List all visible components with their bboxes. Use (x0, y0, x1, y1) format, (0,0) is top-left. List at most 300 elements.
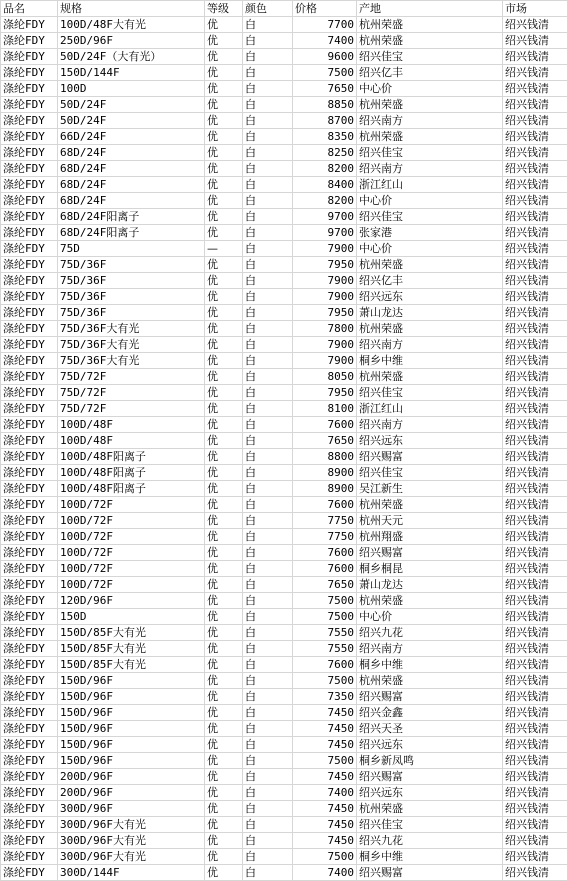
spec-cell[interactable]: 75D/36F大有光 (58, 353, 205, 369)
price-cell[interactable]: 8850 (293, 97, 357, 113)
market-cell[interactable]: 绍兴钱清 (503, 369, 568, 385)
product-cell[interactable]: 涤纶FDY (1, 449, 58, 465)
product-cell[interactable]: 涤纶FDY (1, 577, 58, 593)
market-cell[interactable]: 绍兴钱清 (503, 401, 568, 417)
product-cell[interactable]: 涤纶FDY (1, 241, 58, 257)
origin-cell[interactable]: 绍兴赐富 (357, 449, 503, 465)
color-cell[interactable]: 白 (243, 705, 293, 721)
spec-cell[interactable]: 100D (58, 81, 205, 97)
product-cell[interactable]: 涤纶FDY (1, 561, 58, 577)
market-cell[interactable]: 绍兴钱清 (503, 49, 568, 65)
spec-cell[interactable]: 300D/96F大有光 (58, 833, 205, 849)
grade-cell[interactable]: 优 (205, 641, 243, 657)
spec-cell[interactable]: 75D/36F (58, 273, 205, 289)
grade-cell[interactable]: 优 (205, 593, 243, 609)
origin-cell[interactable]: 绍兴金鑫 (357, 705, 503, 721)
origin-cell[interactable]: 绍兴远东 (357, 737, 503, 753)
product-cell[interactable]: 涤纶FDY (1, 545, 58, 561)
color-cell[interactable]: 白 (243, 81, 293, 97)
spec-cell[interactable]: 150D/96F (58, 689, 205, 705)
origin-cell[interactable]: 绍兴佳宝 (357, 209, 503, 225)
market-cell[interactable]: 绍兴钱清 (503, 721, 568, 737)
grade-cell[interactable]: 优 (205, 513, 243, 529)
grade-cell[interactable]: 优 (205, 625, 243, 641)
market-cell[interactable]: 绍兴钱清 (503, 145, 568, 161)
color-cell[interactable]: 白 (243, 209, 293, 225)
market-cell[interactable]: 绍兴钱清 (503, 481, 568, 497)
origin-cell[interactable]: 绍兴南方 (357, 337, 503, 353)
product-cell[interactable]: 涤纶FDY (1, 865, 58, 881)
color-cell[interactable]: 白 (243, 513, 293, 529)
spec-cell[interactable]: 100D/48F大有光 (58, 17, 205, 33)
color-cell[interactable]: 白 (243, 865, 293, 881)
origin-cell[interactable]: 绍兴佳宝 (357, 145, 503, 161)
product-cell[interactable]: 涤纶FDY (1, 481, 58, 497)
price-cell[interactable]: 7950 (293, 385, 357, 401)
spec-cell[interactable]: 75D/72F (58, 385, 205, 401)
grade-cell[interactable]: 优 (205, 545, 243, 561)
product-cell[interactable]: 涤纶FDY (1, 81, 58, 97)
spec-cell[interactable]: 150D/85F大有光 (58, 625, 205, 641)
color-cell[interactable]: 白 (243, 33, 293, 49)
origin-cell[interactable]: 绍兴佳宝 (357, 465, 503, 481)
origin-cell[interactable]: 浙江红山 (357, 177, 503, 193)
grade-cell[interactable]: 优 (205, 81, 243, 97)
color-cell[interactable]: 白 (243, 241, 293, 257)
spec-cell[interactable]: 150D/96F (58, 737, 205, 753)
origin-cell[interactable]: 杭州天元 (357, 513, 503, 529)
origin-cell[interactable]: 杭州翔盛 (357, 529, 503, 545)
market-cell[interactable]: 绍兴钱清 (503, 97, 568, 113)
origin-cell[interactable]: 杭州荣盛 (357, 321, 503, 337)
color-cell[interactable]: 白 (243, 337, 293, 353)
spec-cell[interactable]: 200D/96F (58, 769, 205, 785)
market-cell[interactable]: 绍兴钱清 (503, 833, 568, 849)
header-market[interactable]: 市场 (503, 1, 568, 17)
price-cell[interactable]: 8250 (293, 145, 357, 161)
product-cell[interactable]: 涤纶FDY (1, 417, 58, 433)
color-cell[interactable]: 白 (243, 609, 293, 625)
grade-cell[interactable]: 优 (205, 577, 243, 593)
color-cell[interactable]: 白 (243, 225, 293, 241)
product-cell[interactable]: 涤纶FDY (1, 817, 58, 833)
origin-cell[interactable]: 桐乡新凤鸣 (357, 753, 503, 769)
origin-cell[interactable]: 杭州荣盛 (357, 497, 503, 513)
grade-cell[interactable]: 优 (205, 833, 243, 849)
product-cell[interactable]: 涤纶FDY (1, 833, 58, 849)
price-cell[interactable]: 7450 (293, 737, 357, 753)
origin-cell[interactable]: 绍兴南方 (357, 113, 503, 129)
spec-cell[interactable]: 300D/96F大有光 (58, 817, 205, 833)
price-cell[interactable]: 8350 (293, 129, 357, 145)
price-cell[interactable]: 7600 (293, 561, 357, 577)
price-cell[interactable]: 7450 (293, 801, 357, 817)
product-cell[interactable]: 涤纶FDY (1, 65, 58, 81)
price-cell[interactable]: 7600 (293, 657, 357, 673)
product-cell[interactable]: 涤纶FDY (1, 465, 58, 481)
origin-cell[interactable]: 绍兴南方 (357, 161, 503, 177)
market-cell[interactable]: 绍兴钱清 (503, 433, 568, 449)
market-cell[interactable]: 绍兴钱清 (503, 241, 568, 257)
grade-cell[interactable]: 优 (205, 97, 243, 113)
color-cell[interactable]: 白 (243, 401, 293, 417)
origin-cell[interactable]: 杭州荣盛 (357, 257, 503, 273)
grade-cell[interactable]: 优 (205, 209, 243, 225)
spec-cell[interactable]: 75D/72F (58, 401, 205, 417)
grade-cell[interactable]: 优 (205, 673, 243, 689)
grade-cell[interactable]: 优 (205, 177, 243, 193)
market-cell[interactable]: 绍兴钱清 (503, 65, 568, 81)
market-cell[interactable]: 绍兴钱清 (503, 161, 568, 177)
color-cell[interactable]: 白 (243, 113, 293, 129)
price-cell[interactable]: 7550 (293, 641, 357, 657)
product-cell[interactable]: 涤纶FDY (1, 529, 58, 545)
price-cell[interactable]: 8050 (293, 369, 357, 385)
grade-cell[interactable]: 优 (205, 417, 243, 433)
product-cell[interactable]: 涤纶FDY (1, 257, 58, 273)
market-cell[interactable]: 绍兴钱清 (503, 529, 568, 545)
market-cell[interactable]: 绍兴钱清 (503, 513, 568, 529)
color-cell[interactable]: 白 (243, 769, 293, 785)
color-cell[interactable]: 白 (243, 737, 293, 753)
market-cell[interactable]: 绍兴钱清 (503, 225, 568, 241)
market-cell[interactable]: 绍兴钱清 (503, 769, 568, 785)
product-cell[interactable]: 涤纶FDY (1, 609, 58, 625)
spec-cell[interactable]: 150D (58, 609, 205, 625)
header-price[interactable]: 价格 (293, 1, 357, 17)
color-cell[interactable]: 白 (243, 97, 293, 113)
spec-cell[interactable]: 300D/96F大有光 (58, 849, 205, 865)
origin-cell[interactable]: 绍兴南方 (357, 641, 503, 657)
origin-cell[interactable]: 杭州荣盛 (357, 801, 503, 817)
price-cell[interactable]: 8800 (293, 449, 357, 465)
grade-cell[interactable]: 优 (205, 289, 243, 305)
origin-cell[interactable]: 桐乡中维 (357, 353, 503, 369)
grade-cell[interactable]: 优 (205, 225, 243, 241)
market-cell[interactable]: 绍兴钱清 (503, 657, 568, 673)
price-cell[interactable]: 7500 (293, 593, 357, 609)
origin-cell[interactable]: 杭州荣盛 (357, 129, 503, 145)
grade-cell[interactable]: 优 (205, 529, 243, 545)
origin-cell[interactable]: 中心价 (357, 609, 503, 625)
color-cell[interactable]: 白 (243, 833, 293, 849)
market-cell[interactable]: 绍兴钱清 (503, 817, 568, 833)
origin-cell[interactable]: 中心价 (357, 81, 503, 97)
market-cell[interactable]: 绍兴钱清 (503, 257, 568, 273)
price-cell[interactable]: 7350 (293, 689, 357, 705)
origin-cell[interactable]: 杭州荣盛 (357, 17, 503, 33)
grade-cell[interactable]: 优 (205, 401, 243, 417)
product-cell[interactable]: 涤纶FDY (1, 49, 58, 65)
grade-cell[interactable]: 优 (205, 49, 243, 65)
grade-cell[interactable]: 优 (205, 273, 243, 289)
price-cell[interactable]: 7900 (293, 273, 357, 289)
market-cell[interactable]: 绍兴钱清 (503, 785, 568, 801)
product-cell[interactable]: 涤纶FDY (1, 129, 58, 145)
product-cell[interactable]: 涤纶FDY (1, 337, 58, 353)
market-cell[interactable]: 绍兴钱清 (503, 609, 568, 625)
market-cell[interactable]: 绍兴钱清 (503, 321, 568, 337)
product-cell[interactable]: 涤纶FDY (1, 273, 58, 289)
color-cell[interactable]: 白 (243, 193, 293, 209)
origin-cell[interactable]: 绍兴佳宝 (357, 385, 503, 401)
grade-cell[interactable]: 优 (205, 385, 243, 401)
price-cell[interactable]: 7650 (293, 577, 357, 593)
origin-cell[interactable]: 绍兴远东 (357, 785, 503, 801)
price-cell[interactable]: 7900 (293, 337, 357, 353)
grade-cell[interactable]: 优 (205, 689, 243, 705)
grade-cell[interactable]: 优 (205, 305, 243, 321)
market-cell[interactable]: 绍兴钱清 (503, 737, 568, 753)
color-cell[interactable]: 白 (243, 305, 293, 321)
spec-cell[interactable]: 75D/36F大有光 (58, 337, 205, 353)
price-cell[interactable]: 7600 (293, 545, 357, 561)
color-cell[interactable]: 白 (243, 257, 293, 273)
market-cell[interactable]: 绍兴钱清 (503, 689, 568, 705)
product-cell[interactable]: 涤纶FDY (1, 433, 58, 449)
price-cell[interactable]: 7400 (293, 865, 357, 881)
market-cell[interactable]: 绍兴钱清 (503, 193, 568, 209)
price-cell[interactable]: 7900 (293, 353, 357, 369)
origin-cell[interactable]: 杭州荣盛 (357, 673, 503, 689)
market-cell[interactable]: 绍兴钱清 (503, 305, 568, 321)
product-cell[interactable]: 涤纶FDY (1, 641, 58, 657)
header-spec[interactable]: 规格 (58, 1, 205, 17)
spec-cell[interactable]: 100D/48F阳离子 (58, 481, 205, 497)
grade-cell[interactable]: 优 (205, 145, 243, 161)
origin-cell[interactable]: 中心价 (357, 241, 503, 257)
price-cell[interactable]: 7450 (293, 817, 357, 833)
origin-cell[interactable]: 杭州荣盛 (357, 33, 503, 49)
market-cell[interactable]: 绍兴钱清 (503, 177, 568, 193)
market-cell[interactable]: 绍兴钱清 (503, 673, 568, 689)
price-cell[interactable]: 7500 (293, 673, 357, 689)
origin-cell[interactable]: 绍兴南方 (357, 417, 503, 433)
price-cell[interactable]: 8200 (293, 193, 357, 209)
spec-cell[interactable]: 100D/72F (58, 545, 205, 561)
header-origin[interactable]: 产地 (357, 1, 503, 17)
header-grade[interactable]: 等级 (205, 1, 243, 17)
product-cell[interactable]: 涤纶FDY (1, 177, 58, 193)
color-cell[interactable]: 白 (243, 321, 293, 337)
product-cell[interactable]: 涤纶FDY (1, 193, 58, 209)
color-cell[interactable]: 白 (243, 593, 293, 609)
price-cell[interactable]: 7800 (293, 321, 357, 337)
origin-cell[interactable]: 绍兴佳宝 (357, 817, 503, 833)
grade-cell[interactable]: 优 (205, 737, 243, 753)
origin-cell[interactable]: 绍兴远东 (357, 433, 503, 449)
spec-cell[interactable]: 75D/36F (58, 257, 205, 273)
price-cell[interactable]: 7950 (293, 305, 357, 321)
origin-cell[interactable]: 杭州荣盛 (357, 593, 503, 609)
color-cell[interactable]: 白 (243, 129, 293, 145)
color-cell[interactable]: 白 (243, 417, 293, 433)
product-cell[interactable]: 涤纶FDY (1, 625, 58, 641)
grade-cell[interactable]: 优 (205, 657, 243, 673)
color-cell[interactable]: 白 (243, 577, 293, 593)
product-cell[interactable]: 涤纶FDY (1, 17, 58, 33)
spec-cell[interactable]: 100D/72F (58, 561, 205, 577)
color-cell[interactable]: 白 (243, 801, 293, 817)
grade-cell[interactable]: 优 (205, 561, 243, 577)
market-cell[interactable]: 绍兴钱清 (503, 865, 568, 881)
origin-cell[interactable]: 杭州荣盛 (357, 97, 503, 113)
product-cell[interactable]: 涤纶FDY (1, 33, 58, 49)
spec-cell[interactable]: 100D/48F阳离子 (58, 465, 205, 481)
price-cell[interactable]: 7750 (293, 529, 357, 545)
market-cell[interactable]: 绍兴钱清 (503, 705, 568, 721)
color-cell[interactable]: 白 (243, 289, 293, 305)
market-cell[interactable]: 绍兴钱清 (503, 289, 568, 305)
spec-cell[interactable]: 150D/85F大有光 (58, 641, 205, 657)
color-cell[interactable]: 白 (243, 721, 293, 737)
market-cell[interactable]: 绍兴钱清 (503, 801, 568, 817)
product-cell[interactable]: 涤纶FDY (1, 849, 58, 865)
origin-cell[interactable]: 浙江红山 (357, 401, 503, 417)
spec-cell[interactable]: 250D/96F (58, 33, 205, 49)
grade-cell[interactable]: — (205, 241, 243, 257)
spec-cell[interactable]: 75D/36F大有光 (58, 321, 205, 337)
market-cell[interactable]: 绍兴钱清 (503, 849, 568, 865)
price-cell[interactable]: 7500 (293, 609, 357, 625)
market-cell[interactable]: 绍兴钱清 (503, 353, 568, 369)
product-cell[interactable]: 涤纶FDY (1, 737, 58, 753)
grade-cell[interactable]: 优 (205, 369, 243, 385)
color-cell[interactable]: 白 (243, 753, 293, 769)
price-cell[interactable]: 7450 (293, 705, 357, 721)
price-cell[interactable]: 7600 (293, 497, 357, 513)
price-cell[interactable]: 7450 (293, 721, 357, 737)
grade-cell[interactable]: 优 (205, 849, 243, 865)
color-cell[interactable]: 白 (243, 529, 293, 545)
price-cell[interactable]: 8900 (293, 481, 357, 497)
origin-cell[interactable]: 萧山龙达 (357, 577, 503, 593)
grade-cell[interactable]: 优 (205, 65, 243, 81)
price-cell[interactable]: 7500 (293, 849, 357, 865)
color-cell[interactable]: 白 (243, 177, 293, 193)
spec-cell[interactable]: 100D/72F (58, 513, 205, 529)
grade-cell[interactable]: 优 (205, 817, 243, 833)
market-cell[interactable]: 绍兴钱清 (503, 113, 568, 129)
color-cell[interactable]: 白 (243, 497, 293, 513)
color-cell[interactable]: 白 (243, 657, 293, 673)
spec-cell[interactable]: 68D/24F阳离子 (58, 209, 205, 225)
grade-cell[interactable]: 优 (205, 129, 243, 145)
color-cell[interactable]: 白 (243, 65, 293, 81)
product-cell[interactable]: 涤纶FDY (1, 753, 58, 769)
product-cell[interactable]: 涤纶FDY (1, 769, 58, 785)
color-cell[interactable]: 白 (243, 817, 293, 833)
color-cell[interactable]: 白 (243, 273, 293, 289)
product-cell[interactable]: 涤纶FDY (1, 97, 58, 113)
spec-cell[interactable]: 68D/24F (58, 145, 205, 161)
product-cell[interactable]: 涤纶FDY (1, 161, 58, 177)
product-cell[interactable]: 涤纶FDY (1, 353, 58, 369)
price-cell[interactable]: 8100 (293, 401, 357, 417)
grade-cell[interactable]: 优 (205, 721, 243, 737)
origin-cell[interactable]: 绍兴赐富 (357, 545, 503, 561)
spec-cell[interactable]: 68D/24F (58, 193, 205, 209)
spec-cell[interactable]: 50D/24F (58, 97, 205, 113)
market-cell[interactable]: 绍兴钱清 (503, 577, 568, 593)
market-cell[interactable]: 绍兴钱清 (503, 385, 568, 401)
grade-cell[interactable]: 优 (205, 609, 243, 625)
origin-cell[interactable]: 绍兴远东 (357, 289, 503, 305)
price-cell[interactable]: 9700 (293, 209, 357, 225)
price-cell[interactable]: 8400 (293, 177, 357, 193)
grade-cell[interactable]: 优 (205, 433, 243, 449)
price-cell[interactable]: 7450 (293, 769, 357, 785)
price-cell[interactable]: 7550 (293, 625, 357, 641)
spec-cell[interactable]: 100D/48F阳离子 (58, 449, 205, 465)
product-cell[interactable]: 涤纶FDY (1, 705, 58, 721)
grade-cell[interactable]: 优 (205, 113, 243, 129)
origin-cell[interactable]: 萧山龙达 (357, 305, 503, 321)
price-cell[interactable]: 8700 (293, 113, 357, 129)
spec-cell[interactable]: 100D/72F (58, 577, 205, 593)
product-cell[interactable]: 涤纶FDY (1, 785, 58, 801)
spec-cell[interactable]: 150D/96F (58, 721, 205, 737)
price-cell[interactable]: 7650 (293, 81, 357, 97)
color-cell[interactable]: 白 (243, 545, 293, 561)
color-cell[interactable]: 白 (243, 785, 293, 801)
spec-cell[interactable]: 66D/24F (58, 129, 205, 145)
grade-cell[interactable]: 优 (205, 465, 243, 481)
price-cell[interactable]: 8900 (293, 465, 357, 481)
price-cell[interactable]: 7650 (293, 433, 357, 449)
product-cell[interactable]: 涤纶FDY (1, 145, 58, 161)
color-cell[interactable]: 白 (243, 17, 293, 33)
origin-cell[interactable]: 绍兴九花 (357, 833, 503, 849)
spec-cell[interactable]: 50D/24F（大有光） (58, 49, 205, 65)
spec-cell[interactable]: 300D/144F (58, 865, 205, 881)
market-cell[interactable]: 绍兴钱清 (503, 561, 568, 577)
color-cell[interactable]: 白 (243, 145, 293, 161)
spec-cell[interactable]: 68D/24F阳离子 (58, 225, 205, 241)
origin-cell[interactable]: 张家港 (357, 225, 503, 241)
product-cell[interactable]: 涤纶FDY (1, 225, 58, 241)
grade-cell[interactable]: 优 (205, 481, 243, 497)
grade-cell[interactable]: 优 (205, 337, 243, 353)
origin-cell[interactable]: 绍兴赐富 (357, 865, 503, 881)
spec-cell[interactable]: 100D/72F (58, 497, 205, 513)
product-cell[interactable]: 涤纶FDY (1, 113, 58, 129)
price-cell[interactable]: 7700 (293, 17, 357, 33)
price-cell[interactable]: 7900 (293, 289, 357, 305)
spec-cell[interactable]: 75D/36F (58, 305, 205, 321)
color-cell[interactable]: 白 (243, 465, 293, 481)
spec-cell[interactable]: 300D/96F (58, 801, 205, 817)
spec-cell[interactable]: 75D/36F (58, 289, 205, 305)
origin-cell[interactable]: 桐乡中维 (357, 657, 503, 673)
price-cell[interactable]: 7900 (293, 241, 357, 257)
grade-cell[interactable]: 优 (205, 33, 243, 49)
spec-cell[interactable]: 150D/85F大有光 (58, 657, 205, 673)
header-product[interactable]: 品名 (1, 1, 58, 17)
product-cell[interactable]: 涤纶FDY (1, 209, 58, 225)
grade-cell[interactable]: 优 (205, 257, 243, 273)
product-cell[interactable]: 涤纶FDY (1, 369, 58, 385)
grade-cell[interactable]: 优 (205, 865, 243, 881)
product-cell[interactable]: 涤纶FDY (1, 305, 58, 321)
market-cell[interactable]: 绍兴钱清 (503, 129, 568, 145)
market-cell[interactable]: 绍兴钱清 (503, 753, 568, 769)
color-cell[interactable]: 白 (243, 449, 293, 465)
color-cell[interactable]: 白 (243, 353, 293, 369)
origin-cell[interactable]: 绍兴佳宝 (357, 49, 503, 65)
product-cell[interactable]: 涤纶FDY (1, 673, 58, 689)
spec-cell[interactable]: 75D/72F (58, 369, 205, 385)
